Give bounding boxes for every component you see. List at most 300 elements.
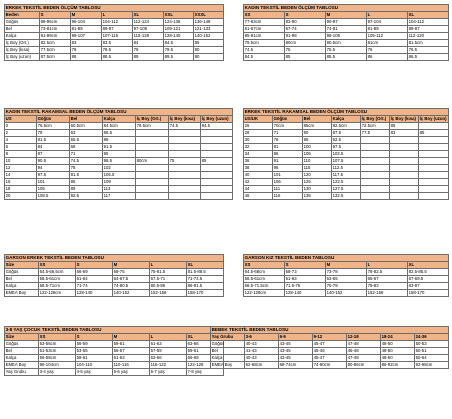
table-cell: 63-66 [187,341,224,348]
table-cell: Kalça [5,283,39,290]
table-cell: 96-104cm [39,362,76,369]
table-cell: 78.5 [102,47,133,54]
table-row [5,54,224,61]
table-cell: 104-112 [102,19,133,26]
table-cell: 47-48 [347,355,381,362]
table-cell: 92.5 [332,137,361,144]
table-cell: 58.5-61cm [244,276,285,283]
table-cell: 43-45 [279,341,313,348]
table-cell: 10 [5,158,37,165]
table-cell [136,130,169,137]
table-cell: 117.5 [332,172,361,179]
column-header: US/UK [244,116,273,123]
table-cell: 81-89 [71,26,102,33]
column-header: L [367,262,408,269]
table-cell: 105 [303,151,332,158]
column-header: Yaş Grubu [211,334,245,341]
table-cell: 59-61 [187,348,224,355]
table-cell: 3-4 yaş [39,369,76,376]
column-header: Size [5,334,39,341]
table-cell: 60.5cm [70,123,103,130]
title-row [5,327,224,334]
column-header: XS [39,334,76,341]
title-row [244,255,449,262]
column-header: L [150,262,187,269]
table-cell [419,123,449,130]
table-cell [361,165,390,172]
table-cell: 100 [303,144,332,151]
table-cell: 110 [303,158,332,165]
table-cell: 66-68 [187,355,224,362]
table-cell: 89.5 [164,54,194,61]
table-cell [419,172,449,179]
table-cell: 12 [5,165,37,172]
table-cell: Bel [5,276,39,283]
table-cell: 67-69.5 [408,276,449,283]
table-cell: 140-152 [326,290,367,297]
table-cell: 113 [103,186,136,193]
table-cell: Kalça [211,355,245,362]
table-cell: 120 [303,172,332,179]
table-cell: 122-128 [187,362,224,369]
table-cell: 0 [5,123,37,130]
column-header: Bel [70,116,103,123]
table-cell: 46 [244,193,273,200]
header-row [244,116,449,123]
table-cell: 124-136 [164,19,194,26]
table-cell: 30 [244,137,273,144]
table-cell: 72.5cm [361,123,390,130]
table-cell [201,165,233,172]
table-cell: 78 [71,47,102,54]
column-header: Kalça [332,116,361,123]
column-header: S [285,262,326,269]
column-header: L [102,12,133,19]
table-cell: 68-73 [285,269,326,276]
table-cell: 63 [70,130,103,137]
table-cell: 68-74cm [279,362,313,369]
table-row [244,179,449,186]
table-cell: 85 [194,40,224,47]
table-cell: 86 [273,151,303,158]
column-header: XL [408,262,449,269]
table-cell [201,130,233,137]
table-cell: 84 [133,40,164,47]
column-header: XL [187,334,224,341]
table-cell: 132.5 [332,193,361,200]
table-row [5,19,224,26]
table-cell: 67-74 [285,26,326,33]
table-cell: 84 [37,144,70,151]
table-cell: 90 [194,54,224,61]
table-cell [419,158,449,165]
table-row [5,151,233,158]
table-row [5,355,224,362]
column-header: M [326,12,367,19]
table-row [244,33,449,40]
table-row [5,172,233,179]
table-cell: 152-158 [367,290,408,297]
table-cell: 38 [244,165,273,172]
table-cell: 53-56cm [39,341,76,348]
table-cell: 48-50 [381,348,415,355]
kadin-rakamsal-table [4,108,233,200]
header-row [5,116,233,123]
table-cell: 90-97 [326,19,367,26]
table-cell: 73-78 [326,269,367,276]
table-cell: 75-81.5 [150,269,187,276]
table-cell [390,144,419,151]
column-header: 3-6 [245,334,279,341]
table-row [244,40,449,47]
table-cell: 90 [303,130,332,137]
column-header: M [326,262,367,269]
table-cell [169,144,201,151]
table-cell: 70cm [273,123,303,130]
table-row [5,369,224,376]
table-cell: 83-90 [285,19,326,26]
table-cell: 80.5cm [326,40,367,47]
table-cell: Kalça [5,33,40,40]
table-cell [361,193,390,200]
table-cell: 92-98cm [415,362,449,369]
table-cell: 61-63 [150,341,187,348]
table-row [5,40,224,47]
table-cell: 88.5 [102,54,133,61]
table-row [5,362,224,369]
table-cell [390,158,419,165]
table-cell: 28 [244,130,273,137]
table-cell: 99-107 [71,33,102,40]
table-cell: 84.5 [201,123,233,130]
table-cell: 61-67cm [244,26,285,33]
column-header: L [367,12,408,19]
table-cell: 79-83 [367,283,408,290]
erkek-rakamsal-table [243,108,449,200]
table-cell: 20 [5,193,37,200]
table-row [244,123,449,130]
table-cell [419,137,449,144]
table-cell [136,179,169,186]
table-cell: 85 [70,179,103,186]
table-cell: 130 [303,186,332,193]
table-cell [136,137,169,144]
garson-erkek-table [4,254,224,297]
column-header: M [71,12,102,19]
column-header: 24-36 [415,334,449,341]
table-cell: 79.5 [164,47,194,54]
column-header: XXXL [194,12,224,19]
table-row [5,26,224,33]
table-cell: 90.5 [37,158,70,165]
table-cell: 74-80.5 [113,283,150,290]
table-cell [201,193,233,200]
column-header: 18-24 [381,334,415,341]
table-cell: 88 [71,54,102,61]
table-cell: 71-74.5 [187,276,224,283]
table-cell: İç Boy (kısa) [5,47,40,54]
table-cell: 101 [273,172,303,179]
table-cell [390,165,419,172]
table-cell: 87.5 [332,130,361,137]
table-cell: 109-121 [164,26,194,33]
table-cell: 57-59 [150,348,187,355]
column-header: İç Boy (Ort.) [136,116,169,123]
table-cell: 76.5 [408,47,449,54]
column-header: XL [133,12,164,19]
title-row [5,109,233,116]
table-cell: 87 [37,151,70,158]
table-cell: 68 [70,144,103,151]
title-row [5,255,224,262]
table-cell: 61-63 [113,355,150,362]
column-header: XS [244,262,285,269]
table-cell: 89 [133,54,164,61]
table-cell: 79.5cm [244,40,285,47]
table-cell [169,151,201,158]
column-header: Bel [303,116,332,123]
table-cell [169,193,201,200]
table-cell [169,130,201,137]
table-cell [201,179,233,186]
table-cell: 56-58cm [39,355,76,362]
table-cell [201,186,233,193]
table-cell: 105.5 [103,172,136,179]
table-cell [169,137,201,144]
table-cell: 83 [71,40,102,47]
column-header: XL [408,12,449,19]
table-cell: 50-54 [415,355,449,362]
table-title: KADIN TEKSTİL BEDEN ÖLÇÜM TABLOSU [244,5,449,12]
table-cell: 53-55 [76,348,113,355]
table-cell: 64-67.5 [113,276,150,283]
table-cell: 64.5-68cm [244,269,285,276]
table-cell [169,179,201,186]
header-row [5,12,224,19]
table-cell: 64.5-66.5cm [39,269,76,276]
table-cell: 58.5-61cm [39,276,76,283]
table-row [211,362,449,369]
table-cell: EMEA Boy [5,362,39,369]
table-cell: 76 [273,137,303,144]
table-cell: 79 [37,130,70,137]
table-cell: 116 [273,193,303,200]
table-cell: 85 [201,158,233,165]
table-cell [361,137,390,144]
table-cell: 83.5 [102,40,133,47]
table-cell: 116-122 [150,362,187,369]
table-cell: 94 [37,165,70,172]
table-cell: 107-115 [102,33,133,40]
table-cell: 91.5 [103,144,136,151]
table-cell: 98.5 [103,158,136,165]
table-cell: 86-91.5 [187,283,224,290]
table-cell [169,172,201,179]
table-cell: 81cm [367,40,408,47]
table-cell: 75-79 [326,283,367,290]
column-header: XXL [164,12,194,19]
table-cell: 110-116 [113,362,150,369]
table-cell: 14 [5,172,37,179]
table-cell: 79.5cm [136,123,169,130]
table-cell: 86.5 [103,130,136,137]
table-cell: 4-5 yaş [76,369,113,376]
table-cell [419,186,449,193]
table-cell: 71 [70,151,103,158]
table-cell: 45-47 [313,355,347,362]
table-title: 3-8 YAŞ ÇOCUK TEKSTİL BEDEN TABLOSU [5,327,224,334]
table-cell: 89 [70,186,103,193]
table-cell: Göğüs [211,341,245,348]
table-cell: Göğüs [5,341,39,348]
column-header: İç Boy (uzun) [201,116,233,123]
table-row [244,269,449,276]
table-cell: 81.5-88.5 [187,269,224,276]
table-row [5,290,224,297]
title-row [211,327,449,334]
table-title: BEBEK TEKSTİL BEDEN TABLOSU [211,327,449,334]
table-row [5,130,233,137]
column-header: İç Boy (Ort.) [361,116,390,123]
table-cell [419,165,449,172]
table-row [244,137,449,144]
table-cell: 63-65 [326,276,367,283]
table-cell: 74.5 [244,47,285,54]
table-cell [136,186,169,193]
table-cell: 85cm [303,123,332,130]
column-header: 12-18 [347,334,381,341]
table-cell: 82.5cm [40,40,71,47]
table-cell: 112-124 [133,19,164,26]
table-cell: 98-105 [326,33,367,40]
table-cell: 108.5 [37,193,70,200]
table-cell: 86 [367,54,408,61]
table-cell [419,144,449,151]
table-cell: Yaş Grubu [5,369,39,376]
table-cell: 104-112 [408,19,449,26]
table-row [5,341,224,348]
table-cell: 40-43 [245,341,279,348]
table-row [5,33,224,40]
table-cell: 43-45 [279,348,313,355]
table-row [5,47,224,54]
table-cell: 97-104 [367,19,408,26]
table-cell: 91-98 [285,33,326,40]
table-cell [169,186,201,193]
table-cell: 7-8 yaş [187,369,224,376]
table-cell: İç Boy (Ort.) [5,40,40,47]
column-header: Size [5,262,39,269]
table-cell: 43-45 [279,355,313,362]
table-cell: 97.5 [37,172,70,179]
table-row [244,54,449,61]
table-cell: 65.5 [70,137,103,144]
table-cell [201,144,233,151]
table-cell: 75 [169,158,201,165]
table-cell [361,186,390,193]
table-row [5,276,224,283]
table-cell [136,193,169,200]
table-cell [361,172,390,179]
table-title: GARSON ERKEK TEKSTİL BEDEN TABLOSU [5,255,224,262]
table-row [244,19,449,26]
table-cell: 75.5 [326,47,367,54]
table-row [244,276,449,283]
table-cell: 76.5cm [37,123,70,130]
table-cell: 96-104 [71,19,102,26]
column-header: US [5,116,37,123]
erkek-tekstil-table [4,4,224,61]
table-cell: 36 [244,158,273,165]
table-cell: 85.5 [326,54,367,61]
table-cell: 50-51 [415,348,449,355]
table-cell: 4 [5,137,37,144]
table-cell [419,179,449,186]
table-cell: 102 [103,165,136,172]
table-cell [419,151,449,158]
table-cell [390,137,419,144]
header-row [244,12,449,19]
table-cell: 104-110 [76,362,113,369]
table-cell: 77.5cm [40,47,71,54]
column-header: M [113,262,150,269]
table-row [5,158,233,165]
title-row [5,5,224,12]
header-row [211,334,449,341]
table-cell: 56-59 [76,341,113,348]
table-cell: 128-140 [164,33,194,40]
table-cell: 78-82.5 [367,269,408,276]
column-header: XL [187,262,224,269]
table-cell: 85 [419,130,449,137]
table-cell: Kalça [5,355,39,362]
table-cell: 91 [273,158,303,165]
table-cell: 5-6 yaş [113,369,150,376]
table-cell: 71.5-75 [285,283,326,290]
table-cell: 71 [273,130,303,137]
table-cell: EMEA Boy [211,362,245,369]
table-row [5,179,233,186]
table-cell: 82.5-85.5 [408,269,449,276]
table-cell: 63-66 [150,355,187,362]
column-header: Göğüs [273,116,303,123]
table-cell: 88-96cm [40,19,71,26]
table-cell: 46-48 [347,348,381,355]
column-header: S [76,262,113,269]
table-cell: 85 [390,123,419,130]
table-row [211,355,449,362]
table-cell: 45-46 [313,348,347,355]
table-cell: 26 [244,123,273,130]
table-cell: 91-99cm [40,33,71,40]
table-cell: 81 [273,144,303,151]
table-cell: 107.5 [332,158,361,165]
table-cell [169,165,201,172]
table-cell [136,172,169,179]
table-cell: 83-87 [408,283,449,290]
table-cell: 74.5 [169,123,201,130]
table-cell: 86-92cm [381,362,415,369]
table-cell [361,179,390,186]
table-row [244,193,449,200]
table-cell: 158-170 [187,290,224,297]
table-cell: 40 [244,172,273,179]
table-cell: 112-120 [408,33,449,40]
table-cell: 67.5-71 [150,276,187,283]
table-cell: 16 [5,179,37,186]
table-cell [419,193,449,200]
table-cell: 45-47 [313,341,347,348]
